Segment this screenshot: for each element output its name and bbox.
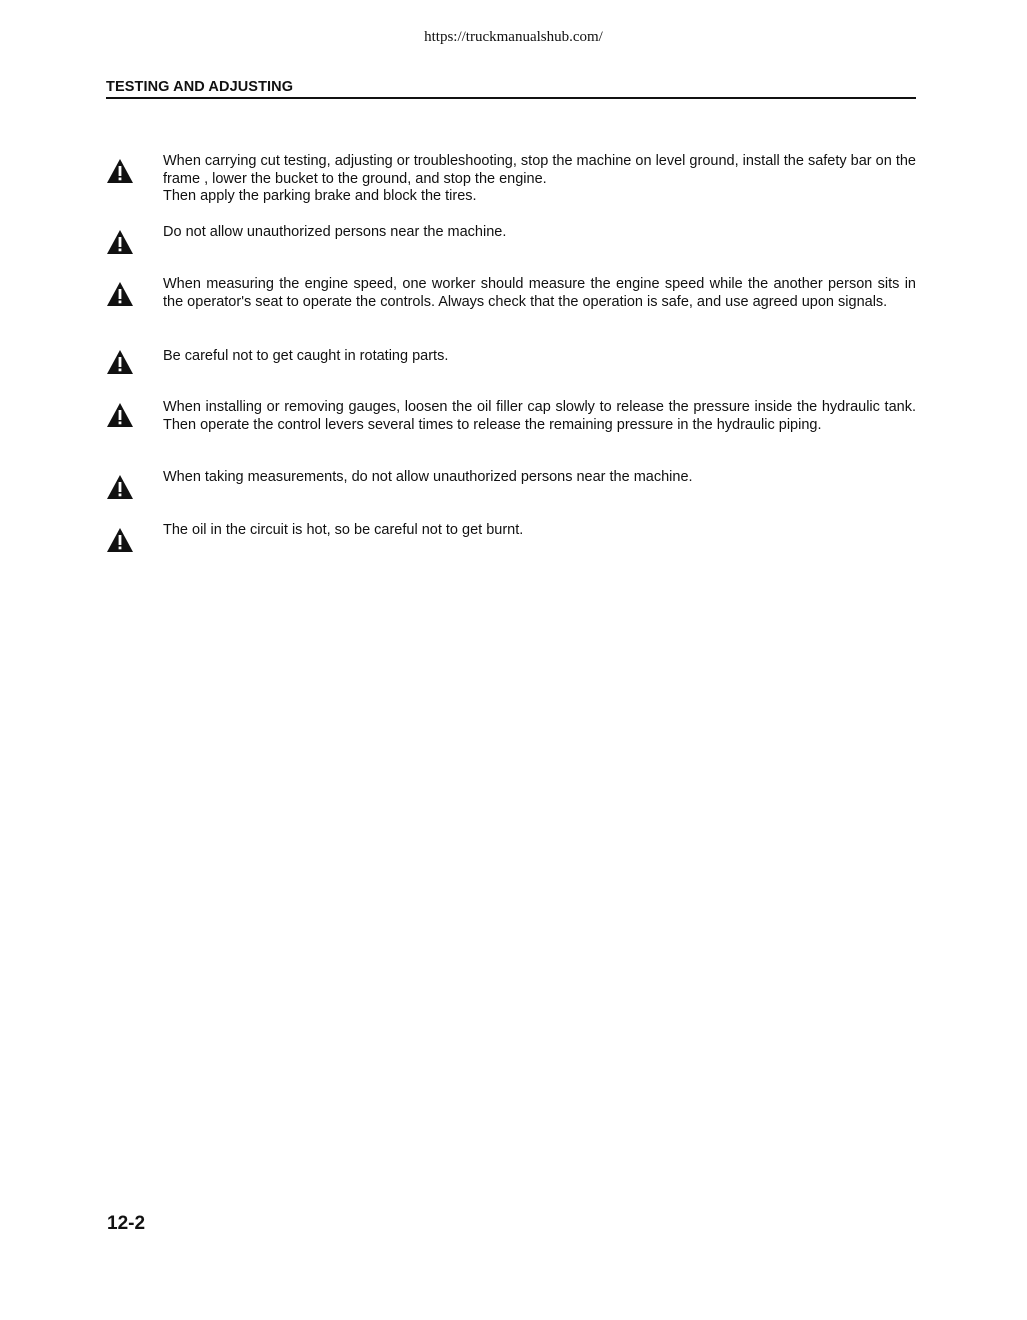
warning-line: When carrying cut testing, adjusting or troubleshooting, stop the machine on level ground, install the safety bar on the frame , lower the bucket to the ground, and stop the engine. — [163, 153, 916, 187]
header-rule — [106, 97, 916, 99]
warning-text — [163, 153, 916, 206]
warning-triangle-icon — [106, 527, 134, 553]
warning-text: When taking measurements, do not allow unauthorized persons near the machine. — [163, 469, 693, 485]
source-url: https://truckmanualshub.com/ — [424, 29, 603, 45]
page-number: 12-2 — [107, 1213, 146, 1234]
warning-text: The oil in the circuit is hot, so be careful not to get burnt. — [163, 522, 524, 538]
warning-text: When measuring the engine speed, one worker should measure the engine speed while the another person sits in the operator's seat to operate the controls. Always check that the operation is safe, and use agreed upon signals. — [163, 276, 916, 310]
warning-triangle-icon — [106, 158, 134, 184]
warning-text: Be careful not to get caught in rotating parts. — [163, 348, 449, 364]
warning-triangle-icon — [106, 474, 134, 500]
warning-triangle-icon — [106, 229, 134, 255]
warning-text: When installing or removing gauges, loosen the oil filler cap slowly to release the pressure inside the hydraulic tank. Then operate the control levers several times to release the remaining pressure in the hydraulic piping. — [163, 399, 916, 433]
warning-triangle-icon — [106, 402, 134, 428]
warning-text: Do not allow unauthorized persons near the machine. — [163, 224, 507, 240]
warning-triangle-icon — [106, 349, 134, 375]
section-title: TESTING AND ADJUSTING — [106, 79, 294, 95]
warning-line: Then apply the parking brake and block the tires. — [163, 188, 477, 204]
warning-triangle-icon — [106, 281, 134, 307]
